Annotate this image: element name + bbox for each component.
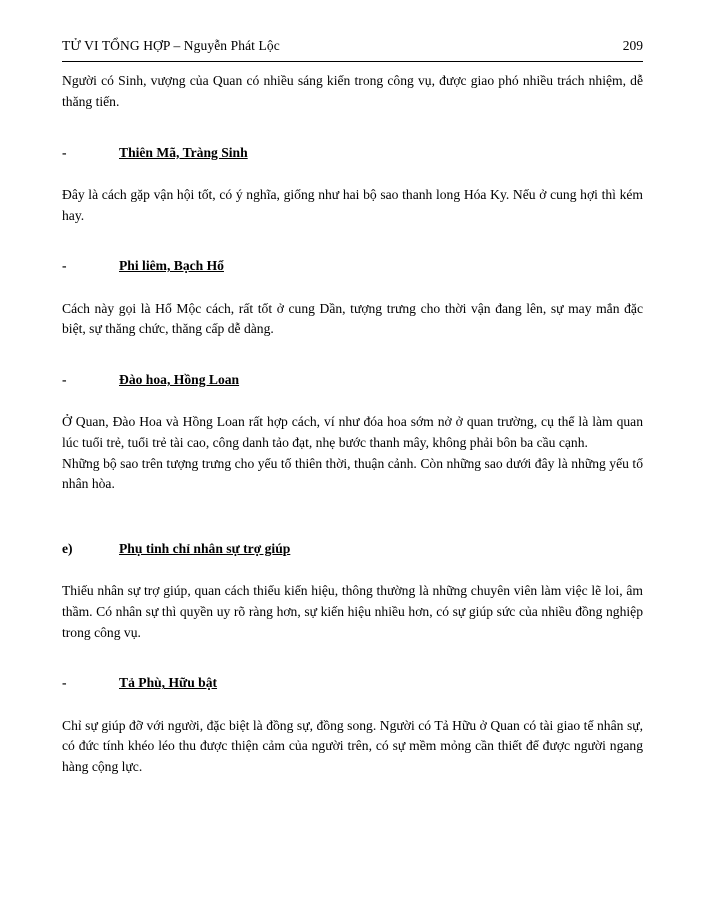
section-paragraph: Ở Quan, Đào Hoa và Hồng Loan rất hợp cách, ví như đóa hoa sớm nở ở quan trường, cụ thể là làm quan lúc tuổi trẻ, tuổi trẻ tài cao, công danh tảo đạt, nhẹ bước thanh mây, không phải bôn ba cầu cạnh.	[62, 414, 643, 450]
spacer	[62, 163, 643, 185]
section-heading-label: Thiên Mã, Tràng Sinh	[119, 144, 248, 160]
section-paragraph: Thiếu nhân sự trợ giúp, quan cách thiếu kiến hiệu, thông thường là những chuyên viên làm việc lẽ loi, âm thầm. Có nhân sự thì quyền uy rõ ràng hơn, sự kiến hiệu nhiều hơn, có sự giúp sức của nhiều đồng nghiệp trong công vụ.	[62, 583, 643, 640]
spacer	[62, 495, 643, 539]
section-heading-ta-phu	[62, 673, 643, 693]
section-heading-label: Phi liêm, Bạch Hổ	[119, 258, 224, 274]
section-marker: -	[62, 371, 67, 387]
section-marker: e)	[62, 540, 73, 556]
section-heading-phu-tinh	[62, 539, 643, 559]
section-heading-thien-ma	[62, 143, 643, 163]
intro-paragraph: Người có Sinh, vượng của Quan có nhiều sáng kiến trong công vụ, được giao phó nhiều trách nhiệm, dễ thăng tiến.	[62, 73, 643, 109]
header-divider	[62, 61, 643, 62]
spacer	[62, 113, 643, 143]
section-heading-dao-hoa	[62, 370, 643, 390]
section-heading-label: Đào hoa, Hồng Loan	[119, 371, 240, 387]
section-marker: -	[62, 258, 67, 274]
section-paragraph: Chỉ sự giúp đỡ với người, đặc biệt là đồng sự, đồng song. Người có Tả Hữu ở Quan có tài giao tế nhân sự, có đức tính khéo léo thu được thiện cảm của người trên, có sự mềm mỏng cần thiết để được người ngang hàng cộng lực.	[62, 717, 643, 774]
section-heading-phi-liem	[62, 256, 643, 276]
section-paragraph: Cách này gọi là Hổ Mộc cách, rất tốt ở cung Dần, tượng trưng cho thời vận đang lên, sự may mắn đặc biệt, sự thăng chức, thăng cấp dễ dàng.	[62, 300, 643, 337]
section-marker: -	[62, 144, 67, 160]
spacer	[62, 226, 643, 256]
spacer	[62, 340, 643, 370]
section-heading-label: Phụ tinh chỉ nhân sự trợ giúp	[119, 540, 291, 556]
spacer	[62, 643, 643, 673]
spacer	[62, 390, 643, 412]
spacer	[62, 559, 643, 581]
page-header	[62, 38, 643, 54]
spacer	[62, 694, 643, 716]
spacer	[62, 277, 643, 299]
section-paragraph: Đây là cách gặp vận hội tốt, có ý nghĩa, giống như hai bộ sao thanh long Hóa Ky. Nếu ở cung hợi thì kém hay.	[62, 186, 643, 223]
header-title: TỬ VI TỔNG HỢP – Nguyễn Phát Lộc	[62, 38, 280, 53]
section-marker: -	[62, 675, 67, 691]
section-paragraph: Những bộ sao trên tượng trưng cho yếu tố thiên thời, thuận cảnh. Còn những sao dưới đây là những yếu tố nhân hòa.	[62, 455, 643, 492]
page-number: 209	[622, 38, 643, 53]
section-heading-label: Tả Phù, Hữu bật	[119, 675, 218, 691]
